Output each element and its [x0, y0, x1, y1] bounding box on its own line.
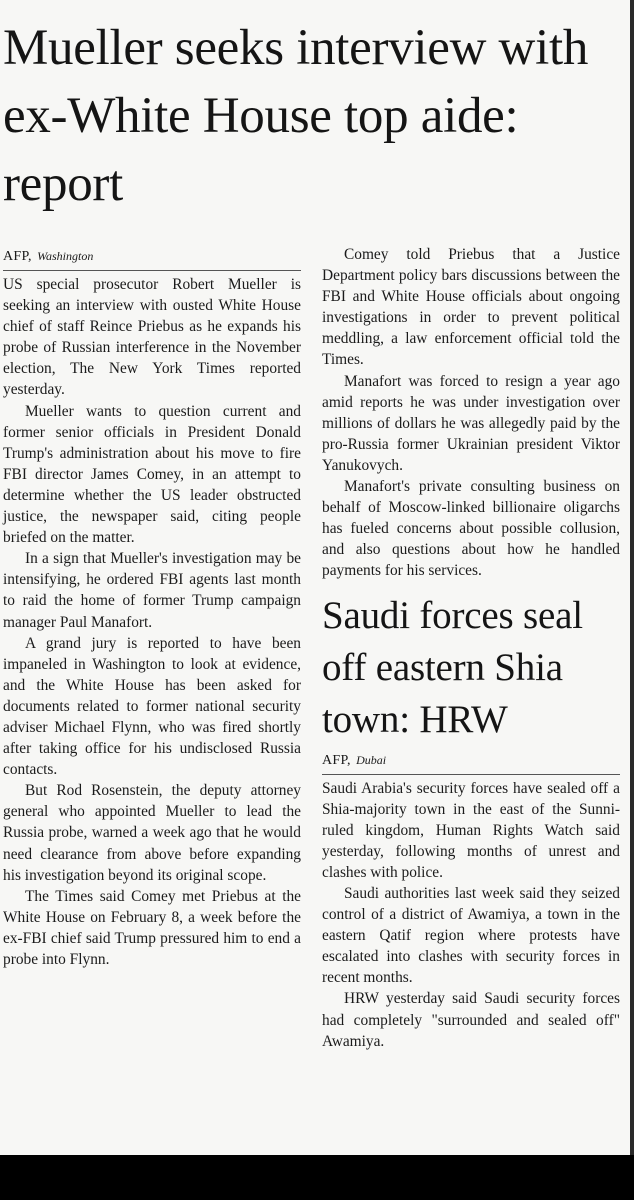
- article2-byline: [322, 750, 620, 775]
- article1-paragraph-2: Mueller wants to question current and former senior officials in President Donald Trump's administration about his move to fire FBI director James Comey, in an attempt to determine whether the US leader obstructed justice, the newspaper said, citing people briefed on the matter.: [3, 402, 301, 547]
- article2-paragraph-2: Saudi authorities last week said they seized control of a district of Awamiya, a town in the eastern Qatif region where protests have escalated into clashes with security forces in recent months.: [322, 884, 620, 987]
- article1-byline: [3, 246, 301, 271]
- article2-paragraph-1: Saudi Arabia's security forces have sealed off a Shia-majority town in the east of the Sunni-ruled kingdom, Human Rights Watch said yesterday, following months of unrest and clashes with police.: [322, 779, 620, 881]
- article2-headline: Saudi forces seal off eastern Shia town: HRW: [322, 593, 583, 741]
- article1-paragraph-5: But Rod Rosenstein, the deputy attorney general who appointed Mueller to lead the Russia probe, warned a week ago that he would need clearance from above before expanding his investigation beyond its original scope.: [3, 782, 301, 884]
- article1-paragraph-9: Manafort's private consulting business on behalf of Moscow-linked billionaire oligarchs has fueled concerns about possible collusion, and also questions about how he handled payments for his services.: [322, 478, 620, 580]
- article1-paragraph-3: In a sign that Mueller's investigation may be intensifying, he ordered FBI agents last month to raid the home of former Trump campaign manager Paul Manafort.: [3, 550, 301, 631]
- article2-byline-place: Dubai: [356, 752, 387, 767]
- article1-column-left: [3, 246, 301, 970]
- article1-byline-agency: AFP,: [3, 249, 32, 264]
- article2-paragraph-3: HRW yesterday said Saudi security forces had completely "surrounded and sealed off" Awamiya.: [322, 990, 620, 1050]
- page-edge-rule: [630, 0, 634, 1155]
- article1-paragraph-7: Comey told Priebus that a Justice Department policy bars discussions between the FBI and White House officials about ongoing investigations in order to prevent political meddling, a law enforcement official told the Times.: [322, 246, 620, 369]
- article2-byline-agency: AFP,: [322, 752, 351, 768]
- article-column-right: [322, 244, 620, 1052]
- article1-paragraph-4: A grand jury is reported to have been impaneled in Washington to look at evidence, and the White House has been asked for documents related to former national security adviser Michael Flynn, who was fired shortly after taking office for his undisclosed Russia contacts.: [3, 634, 301, 779]
- article1-byline-place: Washington: [37, 249, 94, 263]
- article1-headline: Mueller seeks interview with ex-White House top aide: report: [3, 20, 589, 212]
- bottom-black-band: [0, 1155, 634, 1200]
- article1-paragraph-1: US special prosecutor Robert Mueller is seeking an interview with ousted White House chief of staff Reince Priebus as he expands his probe of Russian interference in the November election, The New York Times reported yesterday.: [3, 276, 301, 399]
- article1-paragraph-8: Manafort was forced to resign a year ago amid reports he was under investigation over millions of dollars he was allegedly paid by the pro-Russia former Ukrainian president Viktor Yanukovych.: [322, 372, 620, 474]
- article1-paragraph-6: The Times said Comey met Priebus at the White House on February 8, a week before the ex-FBI chief said Trump pressured him to end a probe into Flynn.: [3, 887, 301, 968]
